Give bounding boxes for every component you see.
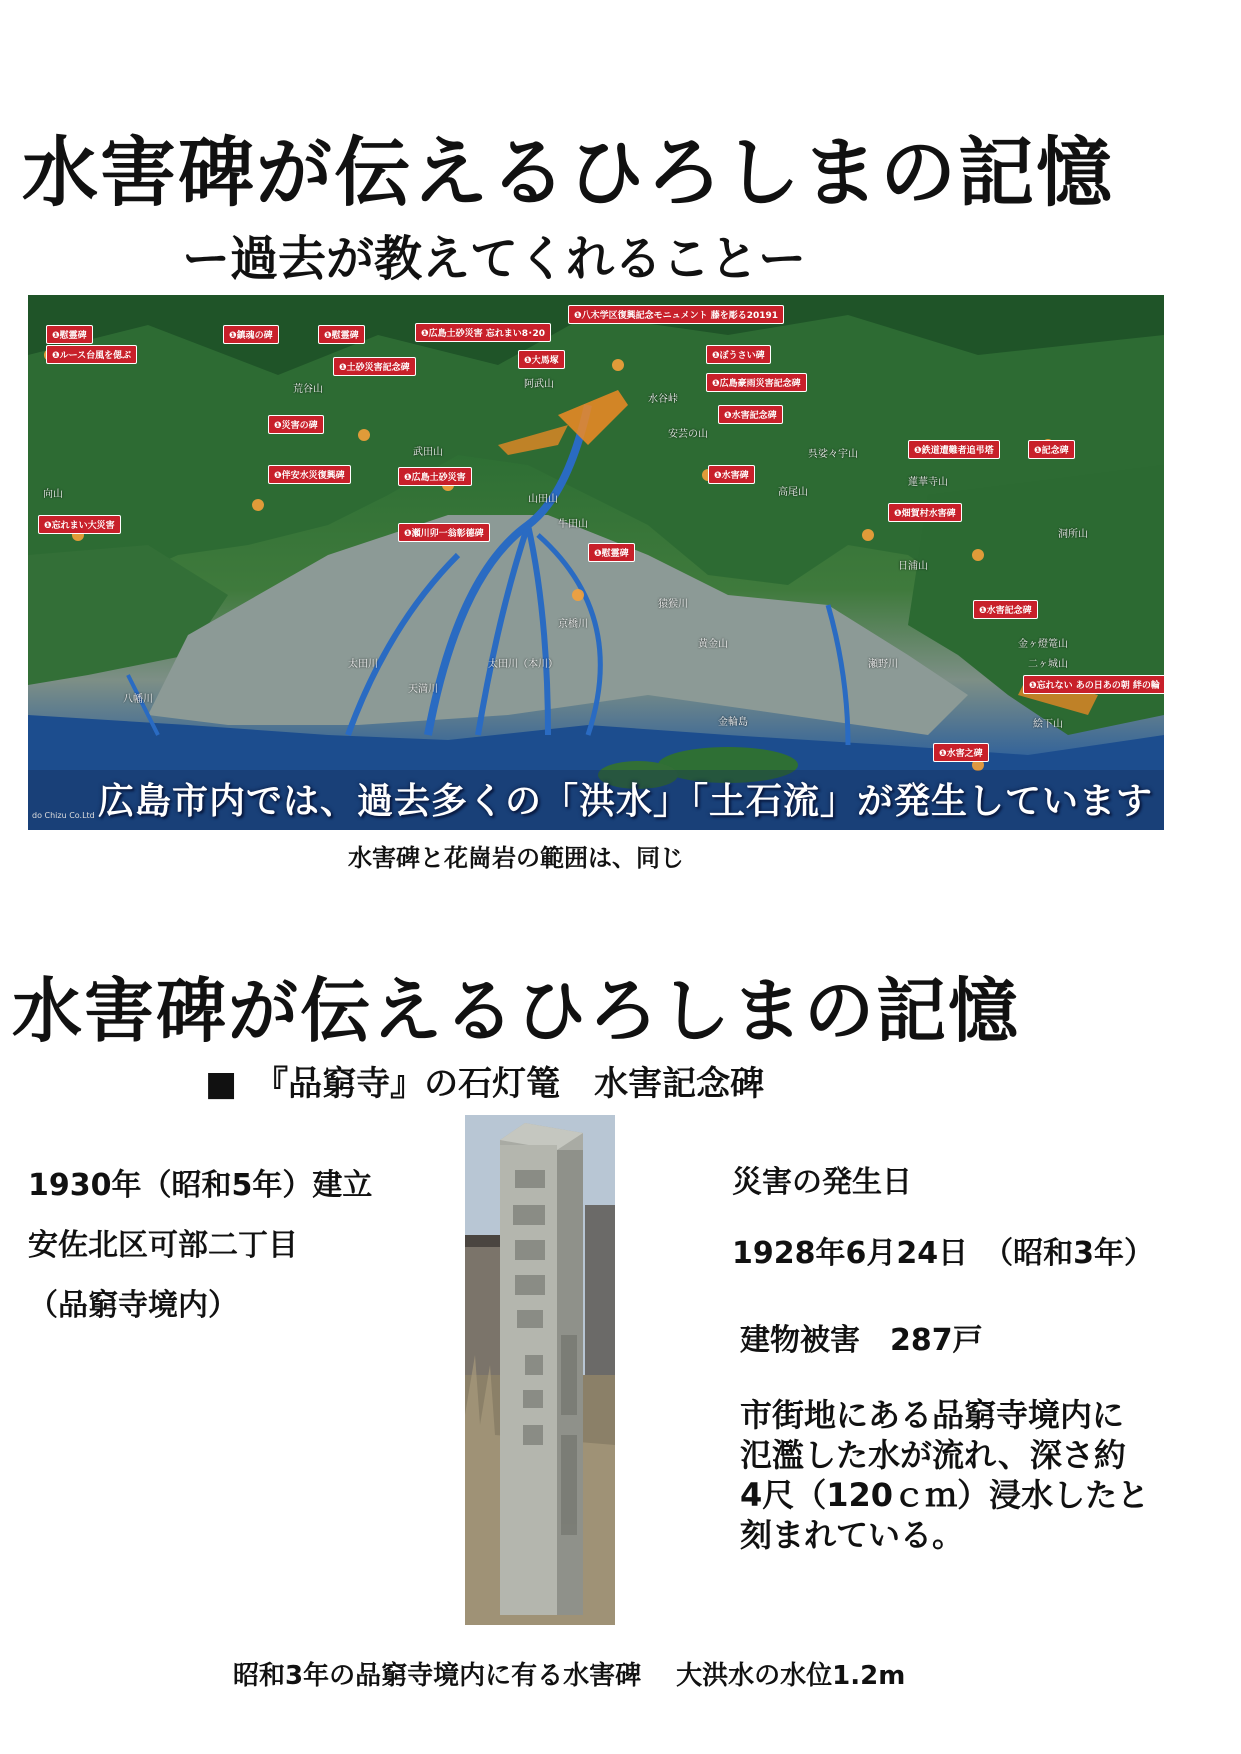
monument-photo <box>465 1115 615 1625</box>
section-subtitle: ■ 『品窮寺』の石灯篭 水害記念碑 <box>205 1064 765 1104</box>
map-marker: ❶ルース台風を偲ぶ <box>46 345 137 364</box>
map-place-label: 安芸の山 <box>668 429 708 440</box>
map-marker: ❶広島土砂災害 <box>398 467 472 486</box>
monument-location: 安佐北区可部二丁目 <box>28 1228 298 1263</box>
map-marker: ❶広島豪雨災害記念碑 <box>706 373 807 392</box>
disaster-date: 1928年6月24日 （昭和3年） <box>732 1236 1154 1271</box>
disaster-date-label: 災害の発生日 <box>732 1165 912 1200</box>
map-marker: ❶忘れまい大災害 <box>38 515 121 534</box>
map-marker: ❶鉄道遭難者追弔塔 <box>908 440 1000 459</box>
map-place-label: 金ヶ燈篭山 <box>1018 639 1068 650</box>
map-terrain <box>28 295 1164 830</box>
monument-built-date: 1930年（昭和5年）建立 <box>28 1168 373 1203</box>
map-marker: ❶鎮魂の碑 <box>223 325 279 344</box>
map-marker: ❶忘れない あの日あの朝 絆の輪 <box>1023 675 1164 694</box>
map-place-label: 絵下山 <box>1033 719 1063 730</box>
map-place-label: 牛田山 <box>558 519 588 530</box>
photo-caption: 昭和3年の品窮寺境内に有る水害碑 大洪水の水位1.2m <box>233 1661 906 1691</box>
map-place-label: 黄金山 <box>698 639 728 650</box>
map-place-label: 阿武山 <box>524 379 554 390</box>
map-place-label: 天満川 <box>408 684 438 695</box>
map-place-label: 日浦山 <box>898 561 928 572</box>
map-marker: ❶土砂災害記念碑 <box>333 357 416 376</box>
map-banner-text: 広島市内では、過去多くの「洪水」「土石流」が発生しています <box>98 781 1154 822</box>
map-place-label: 瀬野川 <box>868 659 898 670</box>
map-caption: 水害碑と花崗岩の範囲は、同じ <box>348 844 684 872</box>
map-marker: ❶ぼうさい碑 <box>706 345 771 364</box>
monument-info <box>28 1160 372 1340</box>
description-line: 氾濫した水が流れ、深さ約 <box>740 1436 1126 1474</box>
map-place-label: 武田山 <box>413 447 443 458</box>
map-marker: ❶畑賀村水害碑 <box>888 503 962 522</box>
map-place-label: 京橋川 <box>558 619 588 630</box>
map-place-label: 二ヶ城山 <box>1028 659 1068 670</box>
map-place-label: 向山 <box>43 489 63 500</box>
map-marker: ❶水害碑 <box>708 465 755 484</box>
map-place-label: 金輪島 <box>718 717 748 728</box>
map-place-label: 太田川 <box>348 659 378 670</box>
section-title: 水害碑が伝えるひろしまの記憶 <box>12 970 1020 1052</box>
map-marker: ❶慰霊碑 <box>318 325 365 344</box>
map-marker: ❶記念碑 <box>1028 440 1075 459</box>
page-title: 水害碑が伝えるひろしまの記憶 <box>22 128 1114 217</box>
map-place-label: 猿猴川 <box>658 599 688 610</box>
map-credit: do Chizu Co.Ltd <box>32 811 95 820</box>
map-place-label: 水谷峠 <box>648 394 678 405</box>
map-place-label: 洞所山 <box>1058 529 1088 540</box>
page-subtitle: ー過去が教えてくれることー <box>182 231 807 287</box>
map-place-label: 八幡川 <box>123 694 153 705</box>
map-marker: ❶伴安水災復興碑 <box>268 465 351 484</box>
map-marker: ❶慰霊碑 <box>588 543 635 562</box>
map-marker: ❶広島土砂災害 忘れまい8･20 <box>415 323 551 342</box>
map-marker: ❶災害の碑 <box>268 415 324 434</box>
building-damage: 建物被害 287戸 <box>740 1323 983 1358</box>
map-place-label: 高尾山 <box>778 487 808 498</box>
map-marker: ❶大馬塚 <box>518 350 565 369</box>
map-place-label: 山田山 <box>528 494 558 505</box>
map-marker: ❶慰霊碑 <box>46 325 93 344</box>
map-place-label: 太田川（本川） <box>488 659 558 670</box>
map-marker: ❶水害之碑 <box>933 743 989 762</box>
map-place-label: 荒谷山 <box>293 384 323 395</box>
map-marker: ❶八木学区復興記念モニュメント 藤を彫る20191 <box>568 305 784 324</box>
description-line: 刻まれている。 <box>740 1516 965 1554</box>
description-line: 市街地にある品窮寺境内に <box>740 1396 1125 1434</box>
monument-location-detail: （品窮寺境内） <box>28 1288 238 1323</box>
description-line: 4尺（120ｃｍ）浸水したと <box>740 1476 1150 1514</box>
map-marker: ❶瀬川卯一翁彰德碑 <box>398 523 490 542</box>
disaster-description <box>740 1395 1149 1555</box>
stone-pillar-image <box>465 1115 615 1625</box>
map-place-label: 呉娑々宇山 <box>808 449 858 460</box>
aerial-map <box>28 295 1164 830</box>
map-place-label: 蓮華寺山 <box>908 477 948 488</box>
map-marker: ❶水害記念碑 <box>973 600 1038 619</box>
map-marker: ❶水害記念碑 <box>718 405 783 424</box>
